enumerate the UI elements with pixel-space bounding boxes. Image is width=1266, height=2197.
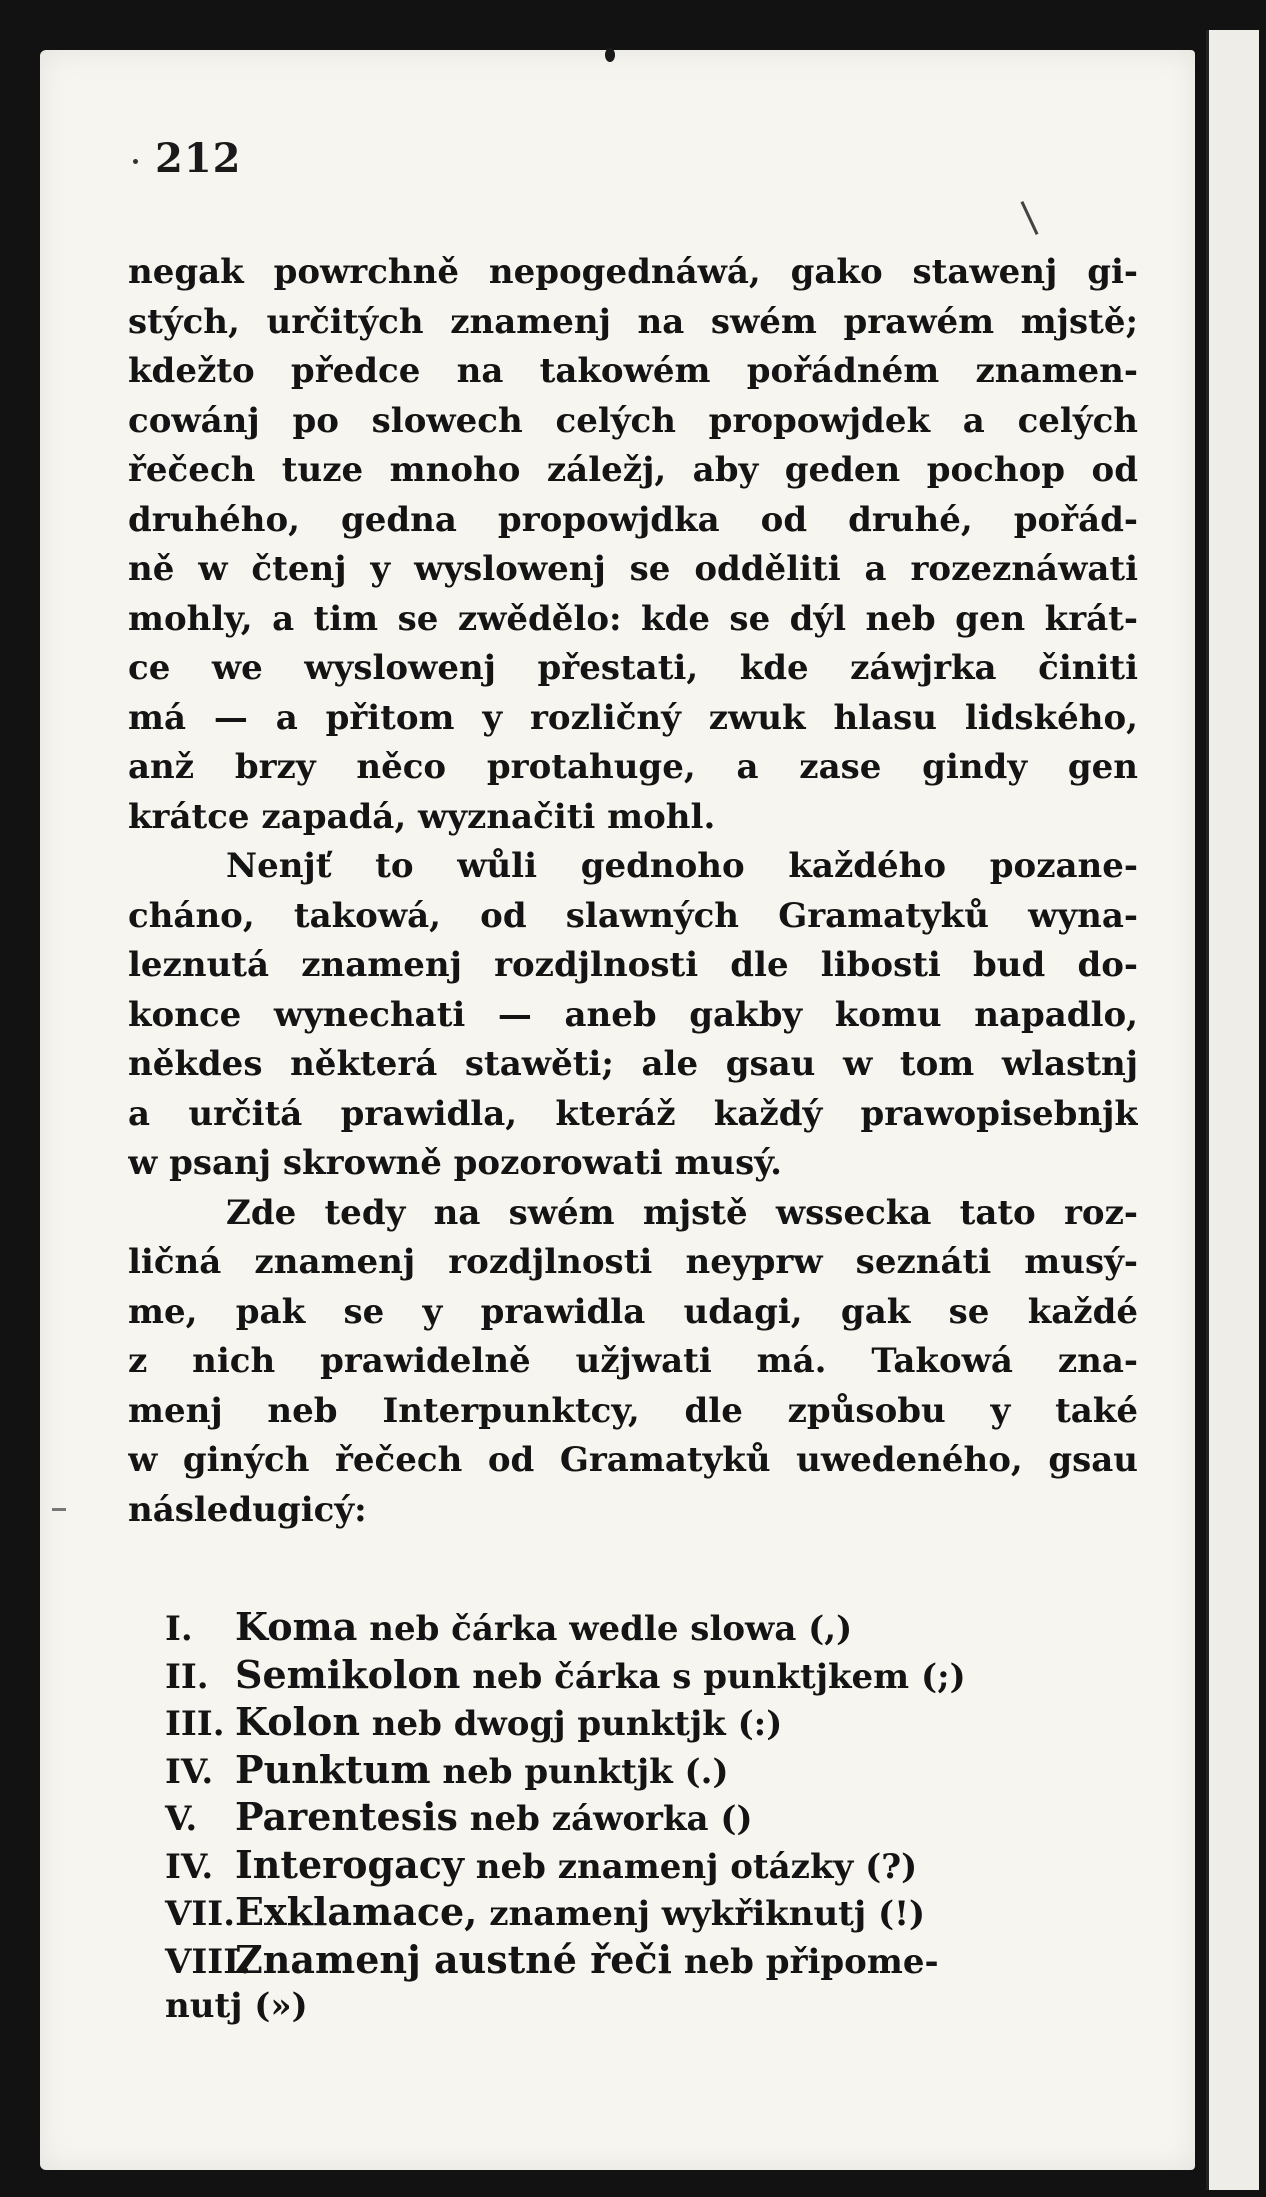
list-item-number: VIII. [165, 1941, 251, 1982]
list-item-description: neb připome- [683, 1941, 939, 1982]
list-item-description: znamenj wykřiknutj (!) [489, 1894, 926, 1934]
text-line: leznutá znamenj rozdjlnosti dle libosti bud do- [128, 945, 1138, 985]
list-item-number: IV. [165, 1751, 214, 1792]
text-line: krátce zapadá, wyznačiti mohl. [128, 796, 716, 837]
text-line: kdežto předce na takowém pořádném znamen- [128, 351, 1138, 391]
list-item-term: Parentesis [235, 1794, 458, 1839]
list-item [165, 1888, 1125, 1936]
text-line: mohly, a tim se zwědělo: kde se dýl neb gen krát- [128, 598, 1138, 639]
list-item [165, 1793, 1125, 1841]
text-line: ce we wyslowenj přestati, kde záwjrka činiti [128, 648, 1138, 688]
list-item-number: II. [165, 1656, 209, 1697]
list-continuation: nutj (») [165, 1986, 308, 2026]
text-line: w psanj skrowně pozorowati musý. [128, 1143, 782, 1183]
text-line: me, pak se y prawidla udagi, gak se každé [128, 1291, 1138, 1332]
text-line: následugicý: [128, 1489, 367, 1530]
text-line: negak powrchně nepogednáwá, gako stawenj gi- [128, 252, 1138, 292]
next-page-edge [1206, 30, 1259, 2190]
list-item [165, 1651, 1125, 1699]
list-item-description: neb punktjk (.) [442, 1751, 729, 1792]
body-text [128, 248, 1138, 1535]
punctuation-list [165, 1603, 1125, 2031]
text-line: někdes některá stawěti; ale gsau w tom wlastnj [128, 1044, 1138, 1084]
list-item-term: Interogacy [235, 1841, 464, 1887]
text-line: cowánj po slowech celých propowjdek a celých [128, 400, 1138, 441]
list-item-number: I. [165, 1609, 193, 1649]
list-item-number: VII. [165, 1894, 236, 1934]
list-item-term: Punktum [235, 1746, 431, 1792]
list-item [165, 1603, 1125, 1651]
list-item-number: III. [165, 1704, 225, 1744]
list-item-description: neb záworka () [469, 1799, 753, 1839]
binding-mark [605, 48, 615, 62]
list-item-description: neb dwogj punktjk (:) [371, 1704, 783, 1744]
list-item-term: Semikolon [235, 1651, 461, 1697]
text-line: druhého, gedna propowjdka od druhé, pořád- [128, 499, 1138, 540]
text-line: a určitá prawidla, kteráž každý prawopisebnjk [128, 1093, 1138, 1134]
list-item [165, 1746, 1125, 1794]
text-line: ličná znamenj rozdjlnosti neyprw seznáti musý- [128, 1242, 1138, 1282]
text-line: cháno, takowá, od slawných Gramatyků wyna- [128, 895, 1138, 936]
list-item-number: V. [165, 1799, 198, 1839]
list-item-term: Kolon [235, 1699, 360, 1744]
list-item [165, 1841, 1125, 1889]
list-item-description: neb znamenj otázky (?) [475, 1846, 918, 1887]
text-line: Zde tedy na swém mjstě wssecka tato roz- [226, 1192, 1138, 1233]
list-item-number: IV. [165, 1846, 214, 1887]
text-line: anž brzy něco protahuge, a zase gindy gen [128, 747, 1138, 787]
text-line: menj neb Interpunktcy, dle způsobu y také [128, 1390, 1138, 1431]
text-line: z nich prawidelně užjwati má. Takowá zna- [128, 1341, 1138, 1381]
text-line: Nenjť to wůli gednoho každého pozane- [226, 846, 1138, 886]
margin-mark [52, 1508, 66, 1511]
text-line: ně w čtenj y wyslowenj se odděliti a rozeznáwati [128, 549, 1138, 589]
list-item-term: Znamenj austné řeči [235, 1936, 672, 1982]
text-line: stých, určitých znamenj na swém prawém mjstě; [128, 301, 1138, 342]
page-number: 212 [155, 135, 242, 182]
list-item [165, 1936, 1125, 1984]
list-item-description: neb čárka wedle slowa (,) [369, 1609, 853, 1649]
list-item [165, 1698, 1125, 1746]
text-line: řečech tuze mnoho záležj, aby geden pochop od [128, 450, 1138, 490]
list-item-term: Koma [235, 1604, 358, 1649]
text-line: w giných řečech od Gramatyků uwedeného, gsau [128, 1440, 1138, 1480]
text-line: má — a přitom y rozličný zwuk hlasu lidského, [128, 697, 1138, 738]
text-line: konce wynechati — aneb gakby komu napadlo, [128, 994, 1138, 1035]
list-item-term: Exklamace, [235, 1889, 478, 1934]
list-item-description: neb čárka s punktjkem (;) [472, 1656, 966, 1697]
